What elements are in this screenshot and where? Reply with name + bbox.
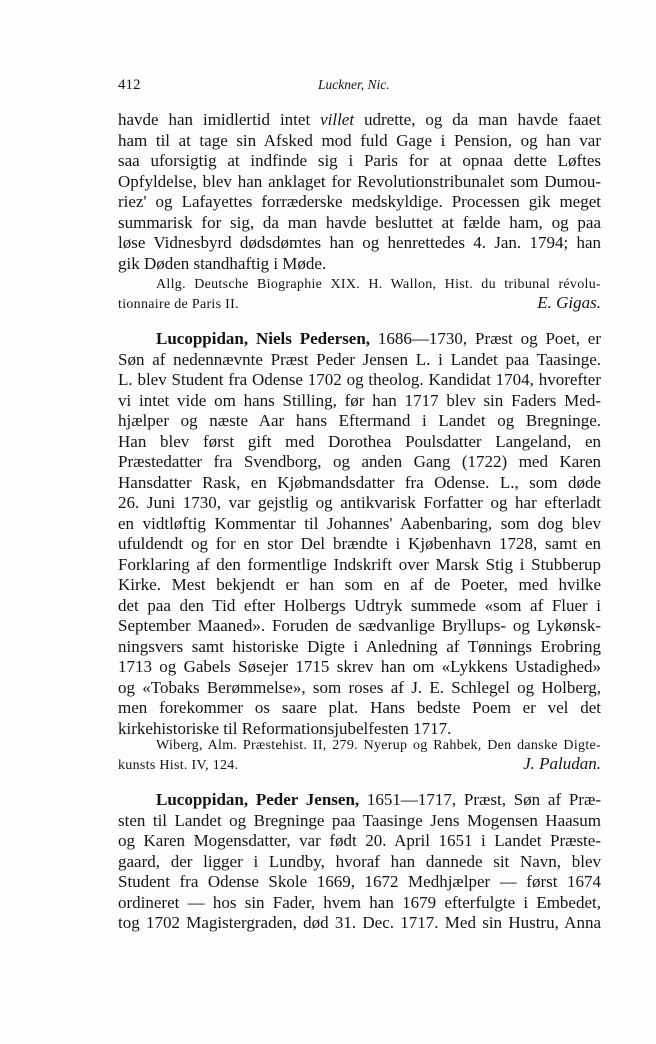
body-text: 1651—1717, Præst, Søn af Præ- (359, 790, 601, 809)
author-signature: E. Gigas. (537, 293, 601, 312)
body-line: Kirke. Mest bekjendt er han som en af de Poeter, med hvilke (118, 575, 601, 594)
source-line: kunsts Hist. IV, 124. (118, 758, 239, 773)
body-line: ham til at tage sin Afsked mod fuld Gage i Pension, og han var (118, 130, 601, 150)
body-line: men forekommer os saare plat. Hans bedste Poem er vel det (118, 698, 601, 717)
body-line: Forklaring af den formentlige Indskrift over Marsk Stig i Stubberup (118, 554, 601, 574)
body-line: det paa den Tid efter Holbergs Udtryk summede «som af Fluer i (118, 595, 601, 615)
entry-heading-line (118, 329, 601, 350)
italic-word: villet (320, 110, 355, 129)
body-line: sten til Landet og Bregninge paa Taasinge Jens Mogensen Haasum (118, 810, 601, 830)
entry-niels-sources (118, 737, 601, 773)
body-text: havde han imidlertid intet (118, 110, 321, 129)
body-line: hjælper og næste Aar hans Eftermand i Landet og Bregninge. (118, 411, 601, 430)
body-line (118, 110, 601, 131)
body-line: kirkehistoriske til Reformationsjubelfesten 1717. (118, 718, 452, 738)
body-line: vi intet vide om hans Stilling, før han 1717 blev sin Faders Med- (118, 390, 601, 410)
body-line: og «Tobaks Berømmelse», som roses af J. E. Schlegel og Holberg, (118, 677, 601, 697)
body-line: og Karen Mogensdatter, var født 20. April 1651 i Landet Præste- (118, 831, 601, 850)
body-line: Student fra Odense Skole 1669, 1672 Medhjælper — først 1674 (118, 872, 601, 891)
body-line: tog 1702 Magistergraden, død 31. Dec. 1717. Med sin Hustru, Anna (118, 913, 601, 932)
source-signature-row (118, 294, 601, 312)
body-line: løse Vidnesbyrd dødsdømtes han og henrettedes 4. Jan. 1794; han (118, 233, 601, 252)
body-line: Søn af nedennævnte Præst Peder Jensen L. i Landet paa Taasinge. (118, 349, 601, 369)
source-signature-row (118, 755, 601, 773)
body-line: September Maaned». Foruden de sædvanlige Bryllups- og Lykønsk- (118, 616, 601, 635)
source-line: Allg. Deutsche Biographie XIX. H. Wallon, Hist. du tribunal révolu- (156, 277, 601, 292)
body-line: ufuldendt og for en stor Del brændte i Kjøbenhavn 1728, samt en (118, 534, 601, 553)
body-line: gaard, der ligger i Lundby, hvoraf han dannede sit Navn, blev (118, 851, 601, 871)
body-line: 1713 og Gabels Søsejer 1715 skrev han om «Lykkens Ustadighed» (118, 657, 601, 676)
body-line: riez' og Lafayettes forræderske medskyldige. Processen gik meget (118, 192, 601, 211)
body-line: 26. Juni 1730, var gejstlig og antikvarisk Forfatter og har efterladt (118, 493, 601, 512)
body-line: ningsvers samt historiske Digte i Anledning af Tønnings Erobring (118, 636, 601, 656)
body-line: gik Døden standhaftig i Møde. (118, 253, 327, 273)
entry-peder-text (118, 790, 601, 934)
source-line: tionnaire de Paris II. (118, 297, 239, 312)
entry-niels-text (118, 329, 601, 739)
entry-luckner-sources (118, 276, 601, 312)
body-line: ordineret — hos sin Fader, hvem han 1679 efterfulgte i Embedet, (118, 892, 601, 912)
entry-heading: Lucoppidan, Niels Pedersen, (156, 329, 371, 348)
body-text: udrette, og da man havde faaet (354, 110, 601, 129)
body-line: L. blev Student fra Odense 1702 og theolog. Kandidat 1704, hvorefter (118, 370, 601, 389)
body-line: Opfyldelse, blev han anklaget for Revolutionstribunalet som Dumou- (118, 171, 601, 191)
body-text: 1686—1730, Præst og Poet, er (370, 329, 601, 348)
entry-heading-line (118, 790, 601, 811)
body-line: summarisk for sig, da man havde besluttet at fælde ham, og paa (118, 212, 601, 232)
body-line: Hansdatter Rask, en Kjøbmandsdatter fra Odense. L., som døde (118, 472, 601, 492)
running-title: Luckner, Nic. (318, 77, 390, 92)
body-line: en vidtløftig Kommentar til Johannes' Aabenbaring, som dog blev (118, 513, 601, 533)
author-signature: J. Paludan. (523, 754, 601, 773)
entry-luckner-text (118, 110, 601, 274)
body-line: Han blev først gift med Dorothea Poulsdatter Langeland, en (118, 431, 601, 451)
page-number: 412 (118, 77, 141, 93)
body-line: Præstedatter fra Svendborg, og anden Gang (1722) med Karen (118, 452, 601, 471)
entry-heading: Lucoppidan, Peder Jensen, (156, 790, 360, 809)
body-line: saa uforsigtig at indfinde sig i Paris for at opnaa dette Løftes (118, 151, 601, 170)
source-line: Wiberg, Alm. Præstehist. II, 279. Nyerup og Rahbek, Den danske Digte- (156, 738, 601, 753)
